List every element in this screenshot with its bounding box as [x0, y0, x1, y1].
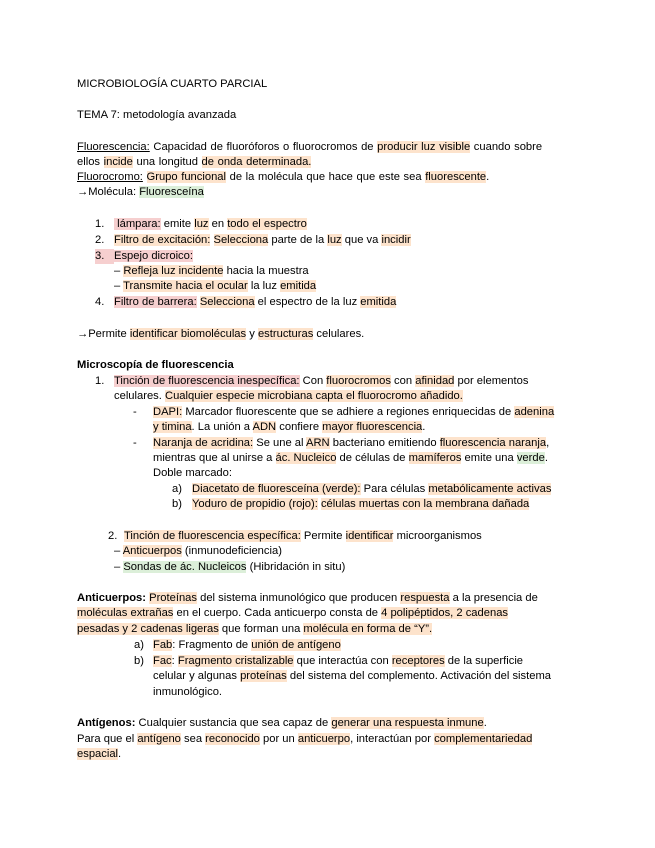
highlight: fluorocromos [326, 375, 391, 387]
list-item [95, 295, 396, 310]
fluorescencia-definition-cont [77, 155, 311, 170]
sub-item-cont [153, 669, 551, 684]
text: hacia la muestra [223, 265, 309, 277]
fluorocromo-definition [77, 170, 489, 185]
text: que interactúa con [293, 655, 392, 667]
term-antigenos: Antígenos: [77, 717, 136, 729]
sub-item [114, 279, 316, 294]
anticuerpos-definition [77, 591, 538, 606]
highlight: Selecciona [213, 234, 269, 246]
highlight: identificar biomoléculas [129, 328, 247, 340]
list-number: 4. [95, 296, 105, 308]
highlight: Yoduro de propidio (rojo): [192, 498, 318, 510]
text: que forman una [218, 623, 304, 635]
text: y [246, 328, 258, 340]
highlight: Fragmento cristalizable [177, 655, 294, 667]
highlight: Cualquier especie microbiana capta el fluorocromo añadido. [165, 390, 463, 402]
highlight: afinidad [415, 375, 455, 387]
list-item [95, 233, 411, 248]
molecula-line [77, 185, 204, 200]
sub-item [192, 482, 551, 497]
highlight: incidir [381, 234, 411, 246]
text: . [422, 421, 426, 433]
dash: – [114, 561, 124, 573]
highlight: anticuerpo [297, 733, 351, 745]
highlight: 4 polipéptidos, 2 cadenas [381, 607, 509, 619]
highlight: emitida [360, 296, 397, 308]
term-fluorescencia: Fluorescencia: [77, 141, 150, 153]
text: del sistema inmunológico que producen [197, 592, 401, 604]
text: microorganismos [393, 530, 482, 542]
anticuerpos-definition-cont [77, 622, 432, 637]
highlight: células muertas con la membrana dañada [320, 498, 530, 510]
text: . [483, 717, 487, 729]
text: (inmunodeficiencia) [181, 545, 282, 557]
highlight: Grupo funcional [146, 171, 227, 183]
highlight: Selecciona [199, 296, 255, 308]
highlight: Diacetato de fluoresceína (verde): [192, 483, 361, 495]
highlight: molécula en forma de “Y”. [303, 623, 433, 635]
antigenos-definition [77, 716, 487, 731]
list-number: 1. [95, 375, 105, 387]
text: en el cuerpo. Cada anticuerpo consta de [173, 607, 382, 619]
highlight: Fab [153, 639, 173, 651]
highlight: metabólicamente activas [428, 483, 552, 495]
highlight: generar una respuesta inmune [331, 717, 484, 729]
highlight: Naranja de acridina: [153, 437, 254, 449]
text: por elementos [454, 375, 529, 387]
text: . La unión a [191, 421, 253, 433]
text: Marcador fluorescente que se adhiere a regiones enriquecidas de [182, 406, 515, 418]
antigenos-definition-cont [77, 747, 121, 762]
text: Permite [300, 530, 346, 542]
dapi-item [153, 405, 554, 420]
highlight: proteínas [240, 670, 287, 682]
text: cuando sobre [470, 141, 543, 153]
dash: – [114, 545, 123, 557]
highlight: espacial [77, 748, 119, 760]
text: a la presencia de [449, 592, 538, 604]
sub-item [114, 544, 282, 559]
text: la luz [247, 280, 281, 292]
text [143, 171, 147, 183]
sub-item [114, 560, 345, 575]
list-item [95, 217, 307, 232]
highlight: antígeno [137, 733, 181, 745]
sub-item-cont: inmunológico. [153, 686, 223, 698]
highlight: ADN [252, 421, 277, 433]
highlight: luz [194, 218, 209, 230]
list-item-cont [114, 389, 463, 404]
list-number: 3. [95, 249, 114, 264]
text: emite una [461, 452, 517, 464]
text: celulares. [114, 390, 165, 402]
text: , [546, 437, 550, 449]
text: : Fragmento de [172, 639, 252, 651]
text: parte de la [268, 234, 328, 246]
list-item [95, 374, 528, 389]
highlight: Tinción de fluorescencia específica: [124, 530, 301, 542]
text: . [544, 452, 548, 464]
sub-label: b) [172, 498, 182, 510]
text: Se une al [253, 437, 306, 449]
highlight: unión de antígeno [251, 639, 341, 651]
sub-label: b) [134, 655, 144, 667]
sub-item [114, 264, 309, 279]
highlight: respuesta [400, 592, 450, 604]
highlight: estructuras [257, 328, 314, 340]
text: . [118, 748, 122, 760]
sub-label: a) [134, 639, 144, 651]
dash: - [133, 406, 137, 418]
text: (Hibridación in situ) [246, 561, 346, 573]
text: confiere [276, 421, 323, 433]
highlight: luz [327, 234, 342, 246]
text: una longitud [132, 156, 202, 168]
list-number: 2. [95, 234, 105, 246]
dash: - [133, 437, 137, 449]
text: con [390, 375, 416, 387]
section-heading: Microscopía de fluorescencia [77, 359, 234, 371]
highlight: todo el espectro [227, 218, 307, 230]
text: en [208, 218, 228, 230]
highlight: Refleja luz incidente [123, 265, 224, 277]
highlight: lámpara: [114, 218, 161, 230]
highlight: identificar [345, 530, 394, 542]
topic-heading: TEMA 7: metodología avanzada [77, 109, 237, 121]
highlight: reconocido [205, 733, 260, 745]
list-number: 1. [95, 218, 105, 230]
list-item [108, 529, 482, 544]
text: Capacidad de fluoróforos o fluorocromos de [149, 141, 378, 153]
text: Para que el [77, 733, 138, 745]
highlight: DAPI: [153, 406, 183, 418]
text: →Permite [77, 328, 130, 340]
sub-item [153, 638, 341, 653]
highlight: ác. Nucleico [275, 452, 337, 464]
text: por un [259, 733, 298, 745]
highlight: fluorescencia naranja [439, 437, 547, 449]
text: de la molécula que hace que este sea [226, 171, 426, 183]
highlight: y timina [153, 421, 192, 433]
text: celulares. [313, 328, 365, 340]
term-fluorocromo: Fluorocromo: [77, 171, 143, 183]
highlight: emitida [280, 280, 317, 292]
highlight: Sondas de ác. Nucleicos [123, 561, 247, 573]
highlight: fluorescente [425, 171, 487, 183]
highlight: mayor fluorescencia [322, 421, 423, 433]
naranja-item [153, 436, 549, 451]
highlight: receptores [391, 655, 445, 667]
antigenos-definition-cont [77, 732, 532, 747]
text: emite [160, 218, 195, 230]
highlight: Anticuerpos [122, 545, 182, 557]
text: celular y algunas [153, 670, 241, 682]
text: de células de [336, 452, 409, 464]
text: el espectro de la luz [254, 296, 361, 308]
text: de la superficie [444, 655, 524, 667]
sub-label: a) [172, 483, 182, 495]
dash: – [114, 265, 124, 277]
highlight: Filtro de excitación: [114, 234, 211, 246]
text: ellos [77, 156, 104, 168]
highlight: verde [516, 452, 545, 464]
text: mientras que al unirse a [153, 452, 276, 464]
highlight: Espejo dicroico: [114, 250, 193, 262]
naranja-item-cont [153, 451, 548, 466]
text: : [171, 655, 178, 667]
highlight: pesadas y 2 cadenas ligeras [77, 623, 219, 635]
text: bacteriano emitiendo [329, 437, 440, 449]
text: Con [299, 375, 327, 387]
highlight: Fac [153, 655, 172, 667]
highlight: adenina [514, 406, 555, 418]
dapi-item-cont [153, 420, 425, 435]
highlight: ARN [306, 437, 330, 449]
highlight: de onda determinada. [201, 156, 312, 168]
highlight: Tinción de fluorescencia inespecífica: [114, 375, 300, 387]
highlight: producir luz visible [377, 141, 471, 153]
highlight: Fluoresceína [139, 186, 204, 198]
anticuerpos-definition-cont [77, 606, 508, 621]
text: que va [341, 234, 382, 246]
highlight: complementariedad [434, 733, 533, 745]
permite-line [77, 327, 364, 342]
text: sea [180, 733, 206, 745]
highlight: Filtro de barrera: [114, 296, 197, 308]
fluorescencia-definition [77, 140, 542, 155]
sub-item [153, 654, 523, 669]
text: del sistema del complemento. Activación del sistema [286, 670, 552, 682]
dash: – [114, 280, 124, 292]
document-title: MICROBIOLOGÍA CUARTO PARCIAL [77, 78, 268, 90]
text: . [486, 171, 490, 183]
text: →Molécula: [77, 186, 140, 198]
text: Para células [360, 483, 429, 495]
term-anticuerpos: Anticuerpos: [77, 592, 146, 604]
highlight: Proteínas [149, 592, 197, 604]
sub-item [192, 497, 529, 512]
doble-marcado: Doble marcado: [153, 467, 232, 479]
list-item [95, 249, 193, 264]
highlight: Transmite hacia el ocular [123, 280, 248, 292]
highlight: mamíferos [408, 452, 462, 464]
list-number: 2. [108, 530, 118, 542]
text: Cualquier sustancia que sea capaz de [135, 717, 332, 729]
highlight: incide [103, 156, 133, 168]
highlight: moléculas extrañas [77, 607, 174, 619]
text: , interactúan por [350, 733, 435, 745]
